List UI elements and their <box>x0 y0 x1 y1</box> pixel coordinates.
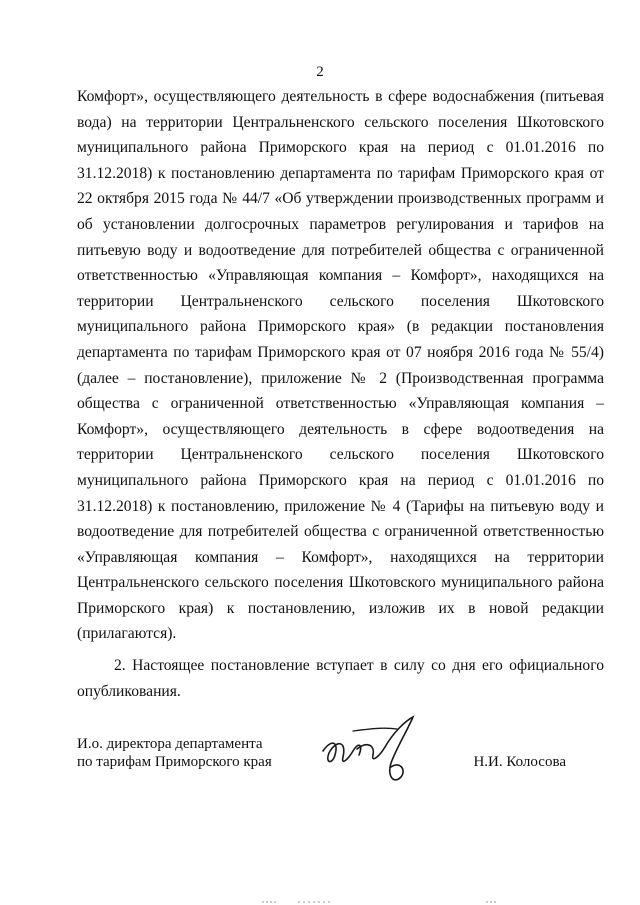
handwritten-signature <box>313 711 433 793</box>
signatory-title <box>77 735 272 771</box>
paragraph-continued: Комфорт», осуществляющего деятельность в сфере водоснабжения (питьевая вода) на территории Центральненского сельского поселения Шкотовского муниципального района Приморского края на период с 01.01.2016 по 31.12.2018) к постановлению департамента по тарифам Приморского края от 22 октября 2015 года № 44/7 «Об утверждении производственных программ и об установлении долгосрочных параметров регулирования и тарифов на питьевую воду и водоотведение для потребителей общества с ограниченной ответственностью «Управляющая компания – Комфорт», находящихся на территории Центральненского сельского поселения Шкотовского муниципального района Приморского края» (в редакции постановления департамента по тарифам Приморского края от 07 ноября 2016 года № 55/4) (далее – постановление), приложение № 2 (Производственная программа общества с ограниченной ответственностью «Управляющая компания – Комфорт», осуществляющего деятельность в сфере водоотведения на территории Центральненского сельского поселения Шкотовского муниципального района Приморского края на период с 01.01.2016 по 31.12.2018) к постановлению, приложение № 4 (Тарифы на питьевую воду и водоотведение для потребителей общества с ограниченной ответственностью «Управляющая компания – Комфорт», находящихся на территории Центральненского сельского поселения Шкотовского муниципального района Приморского края) к постановлению, изложив их в новой редакции (прилагаются). <box>77 88 604 643</box>
scan-edge-marks <box>0 897 640 905</box>
signatory-name: Н.И. Колосова <box>473 754 566 770</box>
paragraph-effective-date: 2. Настоящее постановление вступает в силу со дня его официального опубликования. <box>77 657 604 700</box>
signatory-title-line1: И.о. директора департамента <box>77 736 263 752</box>
page-number: 2 <box>316 64 324 80</box>
document-body <box>77 84 604 704</box>
signature-block <box>77 735 604 795</box>
signatory-title-line2: по тарифам Приморского края <box>77 754 272 770</box>
